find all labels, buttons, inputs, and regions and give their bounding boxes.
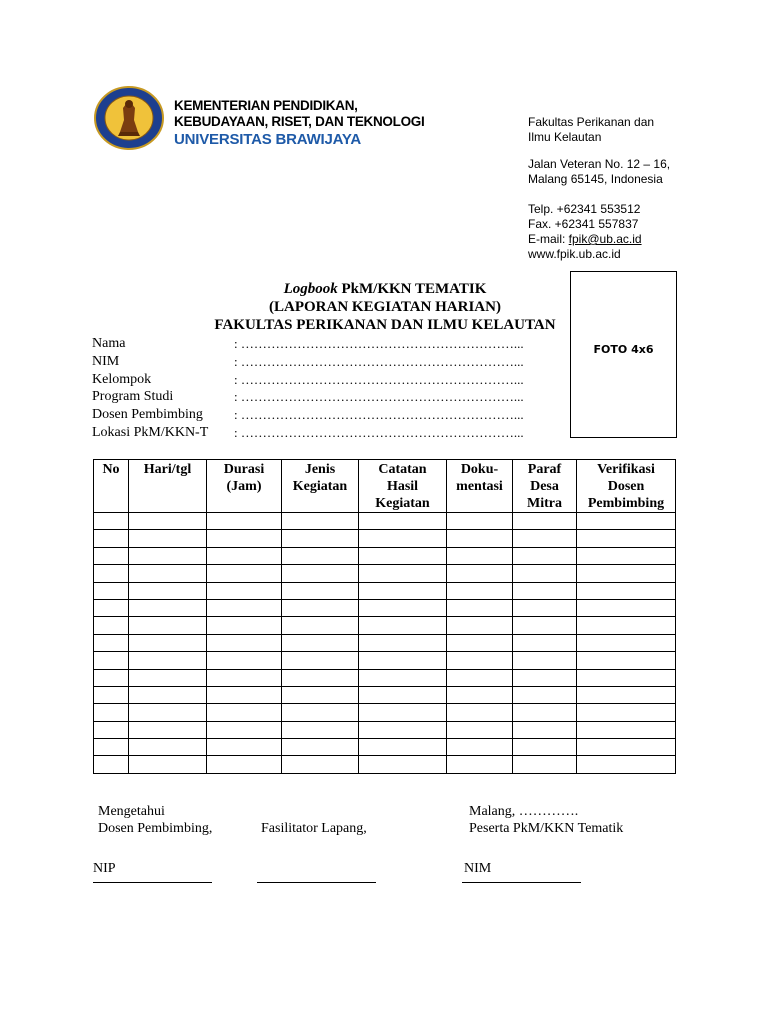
table-cell[interactable] xyxy=(282,721,359,738)
table-cell[interactable] xyxy=(513,686,577,703)
phone-number: Telp. +62341 553512 xyxy=(528,202,641,216)
info-field-nama[interactable]: : ………………………………………………………... xyxy=(234,336,524,351)
table-cell[interactable] xyxy=(359,652,447,669)
table-cell[interactable] xyxy=(513,739,577,756)
info-labels xyxy=(92,335,208,442)
table-cell[interactable] xyxy=(207,634,282,651)
faculty-line-2: Ilmu Kelautan xyxy=(528,130,602,144)
table-cell[interactable] xyxy=(129,669,207,686)
table-cell[interactable] xyxy=(447,617,513,634)
table-cell[interactable] xyxy=(513,669,577,686)
faculty-address xyxy=(528,157,670,187)
table-row xyxy=(94,756,676,773)
table-cell[interactable] xyxy=(447,739,513,756)
table-cell[interactable] xyxy=(577,652,676,669)
sig-left xyxy=(98,803,212,837)
table-cell[interactable] xyxy=(513,530,577,547)
table-cell[interactable] xyxy=(282,634,359,651)
table-cell[interactable] xyxy=(359,634,447,651)
column-header-line: (Jam) xyxy=(226,479,262,494)
institution-block xyxy=(174,98,424,149)
nim-label: NIM xyxy=(464,861,492,876)
table-cell[interactable] xyxy=(282,599,359,616)
table-cell[interactable] xyxy=(359,704,447,721)
table-cell[interactable] xyxy=(513,547,577,564)
fasilitator-label: Fasilitator Lapang, xyxy=(261,821,367,836)
table-cell[interactable] xyxy=(207,756,282,773)
table-cell[interactable] xyxy=(94,686,129,703)
table-cell[interactable] xyxy=(577,530,676,547)
table-cell[interactable] xyxy=(577,582,676,599)
table-cell[interactable] xyxy=(207,704,282,721)
table-cell[interactable] xyxy=(513,617,577,634)
malang-date: Malang, …………. xyxy=(469,804,579,819)
table-cell[interactable] xyxy=(359,617,447,634)
title-rest: PkM/KKN TEMATIK xyxy=(337,281,487,297)
table-cell[interactable] xyxy=(577,634,676,651)
table-cell[interactable] xyxy=(129,739,207,756)
table-cell[interactable] xyxy=(207,547,282,564)
peserta-label: Peserta PkM/KKN Tematik xyxy=(469,821,624,836)
column-header-line: Doku- xyxy=(460,462,499,477)
table-cell[interactable] xyxy=(447,599,513,616)
table-cell[interactable] xyxy=(359,582,447,599)
table-cell[interactable] xyxy=(577,756,676,773)
column-header xyxy=(359,460,447,513)
column-header-line: Hari/tgl xyxy=(143,462,192,477)
table-cell[interactable] xyxy=(359,686,447,703)
table-cell[interactable] xyxy=(207,721,282,738)
column-header xyxy=(513,460,577,513)
table-cell[interactable] xyxy=(577,547,676,564)
column-header xyxy=(577,460,676,513)
info-label-program-studi: Program Studi xyxy=(92,389,174,405)
email-line xyxy=(528,232,642,247)
table-row xyxy=(94,599,676,616)
info-field-kelompok[interactable]: : ………………………………………………………... xyxy=(234,371,524,387)
title-line-2: (LAPORAN KEGIATAN HARIAN) xyxy=(269,299,501,315)
table-cell[interactable] xyxy=(129,513,207,530)
table-cell[interactable] xyxy=(207,686,282,703)
table-cell[interactable] xyxy=(94,756,129,773)
table-cell[interactable] xyxy=(207,617,282,634)
table-cell[interactable] xyxy=(129,547,207,564)
table-cell[interactable] xyxy=(513,565,577,582)
column-header-line: Mitra xyxy=(527,496,562,511)
table-cell[interactable] xyxy=(577,686,676,703)
website: www.fpik.ub.ac.id xyxy=(528,247,621,261)
table-row xyxy=(94,513,676,530)
column-header-line: Paraf xyxy=(527,462,562,477)
column-header-line: Kegiatan xyxy=(375,496,430,511)
table-cell[interactable] xyxy=(447,547,513,564)
table-cell[interactable] xyxy=(94,721,129,738)
table-cell[interactable] xyxy=(577,513,676,530)
table-cell[interactable] xyxy=(207,582,282,599)
column-header xyxy=(282,460,359,513)
ministry-line-1: KEMENTERIAN PENDIDIKAN, xyxy=(174,98,358,113)
table-row xyxy=(94,634,676,651)
dosen-pembimbing-label: Dosen Pembimbing, xyxy=(98,821,213,836)
info-label-lokasi: Lokasi PkM/KKN-T xyxy=(92,424,209,440)
ministry-line-2: KEBUDAYAAN, RISET, DAN TEKNOLOGI xyxy=(174,114,425,129)
mengetahui-label: Mengetahui xyxy=(98,804,165,819)
table-cell[interactable] xyxy=(447,652,513,669)
table-cell[interactable] xyxy=(513,634,577,651)
table-cell[interactable] xyxy=(359,565,447,582)
info-fill-lines xyxy=(234,335,524,442)
address-line-2: Malang 65145, Indonesia xyxy=(528,172,663,186)
column-header-line: Verifikasi xyxy=(597,462,655,477)
document-title xyxy=(150,280,620,334)
email-prefix: E-mail: xyxy=(528,232,569,246)
info-label-nama: Nama xyxy=(92,336,126,351)
table-cell[interactable] xyxy=(129,704,207,721)
table-cell[interactable] xyxy=(207,652,282,669)
table-cell[interactable] xyxy=(447,582,513,599)
table-cell[interactable] xyxy=(282,513,359,530)
address-line-1: Jalan Veteran No. 12 – 16, xyxy=(528,157,671,171)
table-cell[interactable] xyxy=(282,582,359,599)
column-header-line: Catatan xyxy=(378,462,427,477)
table-cell[interactable] xyxy=(94,530,129,547)
info-label-nim: NIM xyxy=(92,353,120,369)
university-name: UNIVERSITAS BRAWIJAYA xyxy=(174,131,361,148)
table-cell[interactable] xyxy=(129,617,207,634)
table-cell[interactable] xyxy=(94,547,129,564)
table-row xyxy=(94,704,676,721)
info-field-program-studi[interactable]: : ………………………………………………………... xyxy=(234,389,524,405)
table-cell[interactable] xyxy=(129,686,207,703)
table-cell[interactable] xyxy=(447,704,513,721)
column-header-line: No xyxy=(102,462,120,477)
table-cell[interactable] xyxy=(282,617,359,634)
sig-right xyxy=(469,803,623,837)
faculty-contacts xyxy=(528,202,642,262)
table-cell[interactable] xyxy=(447,530,513,547)
column-header-line: Hasil xyxy=(386,479,419,494)
table-cell[interactable] xyxy=(577,721,676,738)
column-header-line: Pembimbing xyxy=(587,496,665,511)
table-cell[interactable] xyxy=(207,669,282,686)
table-cell[interactable] xyxy=(447,513,513,530)
table-cell[interactable] xyxy=(513,599,577,616)
info-field-nim[interactable]: : ………………………………………………………... xyxy=(234,353,524,369)
faculty-name xyxy=(528,115,654,145)
table-cell[interactable] xyxy=(359,599,447,616)
table-cell[interactable] xyxy=(94,669,129,686)
table-cell[interactable] xyxy=(129,756,207,773)
table-cell[interactable] xyxy=(282,739,359,756)
table-cell[interactable] xyxy=(282,530,359,547)
table-cell[interactable] xyxy=(94,652,129,669)
table-cell[interactable] xyxy=(207,530,282,547)
info-field-lokasi[interactable]: : ………………………………………………………... xyxy=(234,424,524,440)
table-header-row xyxy=(94,460,676,513)
table-row xyxy=(94,652,676,669)
table-cell[interactable] xyxy=(94,565,129,582)
email-link[interactable]: fpik@ub.ac.id xyxy=(568,232,642,246)
table-cell[interactable] xyxy=(513,721,577,738)
info-field-dosen[interactable]: : ………………………………………………………... xyxy=(234,407,524,423)
table-row xyxy=(94,582,676,599)
table-cell[interactable] xyxy=(359,721,447,738)
table-cell[interactable] xyxy=(447,669,513,686)
faculty-line-1: Fakultas Perikanan dan xyxy=(528,115,655,129)
table-cell[interactable] xyxy=(94,513,129,530)
table-cell[interactable] xyxy=(577,739,676,756)
table-cell[interactable] xyxy=(359,530,447,547)
table-cell[interactable] xyxy=(94,582,129,599)
fax-number: Fax. +62341 557837 xyxy=(528,217,639,231)
table-cell[interactable] xyxy=(513,513,577,530)
table-row xyxy=(94,565,676,582)
title-line-3: FAKULTAS PERIKANAN DAN ILMU KELAUTAN xyxy=(214,317,556,333)
column-header-line: Desa xyxy=(530,479,559,494)
signature-line-dosen xyxy=(93,882,212,883)
column-header-line: Kegiatan xyxy=(292,479,348,494)
nip-label: NIP xyxy=(93,861,116,876)
table-cell[interactable] xyxy=(282,652,359,669)
table-cell[interactable] xyxy=(94,599,129,616)
info-label-dosen: Dosen Pembimbing xyxy=(92,407,203,423)
table-cell[interactable] xyxy=(513,704,577,721)
table-cell[interactable] xyxy=(129,599,207,616)
table-cell[interactable] xyxy=(282,686,359,703)
column-header-line: mentasi xyxy=(456,479,503,494)
table-row xyxy=(94,530,676,547)
table-cell[interactable] xyxy=(129,530,207,547)
table-cell[interactable] xyxy=(359,739,447,756)
table-cell[interactable] xyxy=(282,547,359,564)
table-body xyxy=(94,513,676,774)
column-header-line: Durasi xyxy=(223,462,265,477)
table-cell[interactable] xyxy=(577,617,676,634)
table-cell[interactable] xyxy=(207,739,282,756)
column-header xyxy=(447,460,513,513)
table-row xyxy=(94,547,676,564)
table-cell[interactable] xyxy=(447,565,513,582)
table-cell[interactable] xyxy=(282,704,359,721)
table-cell[interactable] xyxy=(577,599,676,616)
table-cell[interactable] xyxy=(207,513,282,530)
table-cell[interactable] xyxy=(282,565,359,582)
table-cell[interactable] xyxy=(447,634,513,651)
table-cell[interactable] xyxy=(129,721,207,738)
table-cell[interactable] xyxy=(577,565,676,582)
table-cell[interactable] xyxy=(577,704,676,721)
logbook-table xyxy=(93,459,676,774)
table-cell[interactable] xyxy=(94,617,129,634)
table-cell[interactable] xyxy=(94,739,129,756)
table-cell[interactable] xyxy=(359,669,447,686)
table-row xyxy=(94,669,676,686)
table-cell[interactable] xyxy=(207,599,282,616)
table-cell[interactable] xyxy=(447,686,513,703)
table-cell[interactable] xyxy=(129,582,207,599)
info-label-kelompok: Kelompok xyxy=(92,371,152,387)
table-cell[interactable] xyxy=(447,756,513,773)
table-cell[interactable] xyxy=(513,652,577,669)
table-cell[interactable] xyxy=(282,669,359,686)
table-cell[interactable] xyxy=(282,756,359,773)
title-italic: Logbook xyxy=(283,281,338,297)
signature-line-fasilitator xyxy=(257,882,376,883)
table-cell[interactable] xyxy=(577,669,676,686)
table-row xyxy=(94,617,676,634)
table-cell[interactable] xyxy=(94,634,129,651)
photo-label: FOTO 4x6 xyxy=(593,343,654,356)
column-header xyxy=(207,460,282,513)
title-line-1 xyxy=(150,280,620,298)
column-header-line: Dosen xyxy=(607,479,645,494)
table-cell[interactable] xyxy=(359,547,447,564)
table-cell[interactable] xyxy=(207,565,282,582)
table-row xyxy=(94,686,676,703)
table-cell[interactable] xyxy=(359,756,447,773)
table-row xyxy=(94,721,676,738)
table-cell[interactable] xyxy=(129,565,207,582)
table-row xyxy=(94,739,676,756)
university-logo xyxy=(94,86,164,150)
column-header xyxy=(94,460,129,513)
table-cell[interactable] xyxy=(359,513,447,530)
table-cell[interactable] xyxy=(513,582,577,599)
table-cell[interactable] xyxy=(129,634,207,651)
table-cell[interactable] xyxy=(513,756,577,773)
column-header xyxy=(129,460,207,513)
column-header-line: Jenis xyxy=(304,462,336,477)
table-cell[interactable] xyxy=(129,652,207,669)
table-cell[interactable] xyxy=(447,721,513,738)
signature-line-peserta xyxy=(462,882,581,883)
table-cell[interactable] xyxy=(94,704,129,721)
